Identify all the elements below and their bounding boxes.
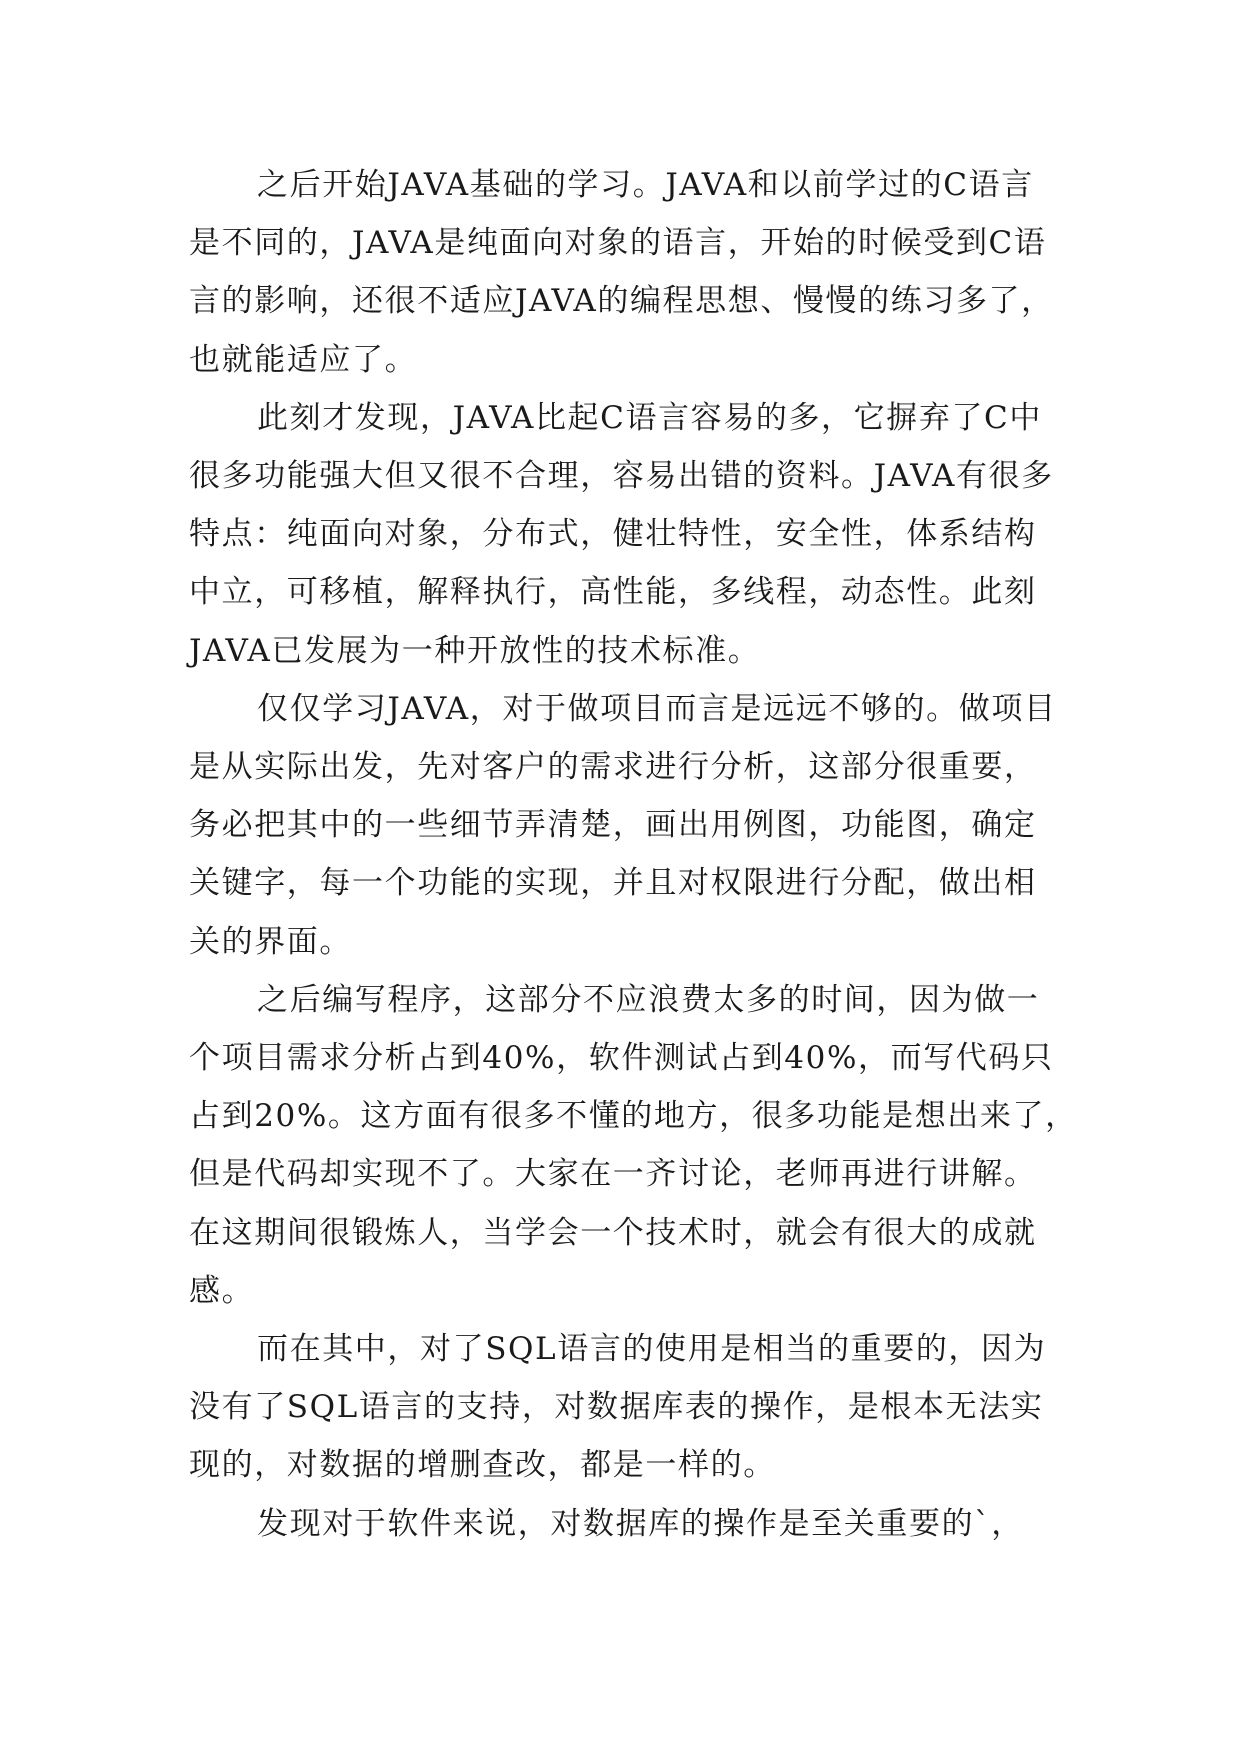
text-line: 是不同的，JAVA是纯面向对象的语言，开始的时候受到C语 bbox=[189, 225, 1047, 262]
text-line: 务必把其中的一些细节弄清楚，画出用例图，功能图，确定 bbox=[189, 807, 1037, 844]
text-line: 占到20%。这方面有很多不懂的地方，很多功能是想出来了， bbox=[189, 1098, 1078, 1135]
text-line: 之后编写程序，这部分不应浪费太多的时间，因为做一 bbox=[257, 981, 1040, 1018]
paragraph bbox=[189, 1495, 1069, 1553]
text-line: 个项目需求分析占到40%，软件测试占到40%，而写代码只 bbox=[189, 1040, 1054, 1077]
text-line: 没有了SQL语言的支持，对数据库表的操作，是根本无法实 bbox=[189, 1389, 1044, 1426]
text-line: 中立，可移植，解释执行，高性能，多线程，动态性。此刻 bbox=[189, 574, 1037, 611]
text-line: 也就能适应了。 bbox=[189, 341, 418, 378]
text-line: 关的界面。 bbox=[189, 923, 352, 960]
text-line: JAVA已发展为一种开放性的技术标准。 bbox=[189, 632, 761, 669]
text-line: 关键字，每一个功能的实现，并且对权限进行分配，做出相 bbox=[189, 865, 1037, 902]
text-line: 之后开始JAVA基础的学习。JAVA和以前学过的C语言 bbox=[257, 167, 1034, 203]
paragraph bbox=[189, 680, 1069, 971]
text-line: 现的，对数据的增删查改，都是一样的。 bbox=[189, 1447, 776, 1484]
paragraph bbox=[189, 1320, 1069, 1495]
paragraph bbox=[189, 971, 1078, 1320]
text-line: 发现对于软件来说，对数据库的操作是至关重要的`， bbox=[257, 1505, 1024, 1542]
text-line: 此刻才发现，JAVA比起C语言容易的多，它摒弃了C中 bbox=[257, 399, 1042, 436]
text-line: 在这期间很锻炼人，当学会一个技术时，就会有很大的成就 bbox=[189, 1214, 1037, 1251]
text-line: 特点：纯面向对象，分布式，健壮特性，安全性，体系结构 bbox=[189, 516, 1037, 553]
text-line: 是从实际出发，先对客户的需求进行分析，这部分很重要， bbox=[189, 749, 1037, 786]
text-line: 但是代码却实现不了。大家在一齐讨论，老师再进行讲解。 bbox=[189, 1156, 1037, 1193]
body-text bbox=[189, 156, 1078, 1553]
text-line: 感。 bbox=[189, 1272, 255, 1309]
text-line: 很多功能强大但又很不合理，容易出错的资料。JAVA有很多 bbox=[189, 458, 1054, 495]
text-line: 仅仅学习JAVA，对于做项目而言是远远不够的。做项目 bbox=[257, 690, 1057, 727]
text-line: 言的影响，还很不适应JAVA的编程思想、慢慢的练习多了， bbox=[189, 283, 1054, 320]
paragraph bbox=[189, 156, 1069, 389]
text-line: 而在其中，对了SQL语言的使用是相当的重要的，因为 bbox=[257, 1331, 1047, 1368]
paragraph bbox=[189, 389, 1069, 680]
